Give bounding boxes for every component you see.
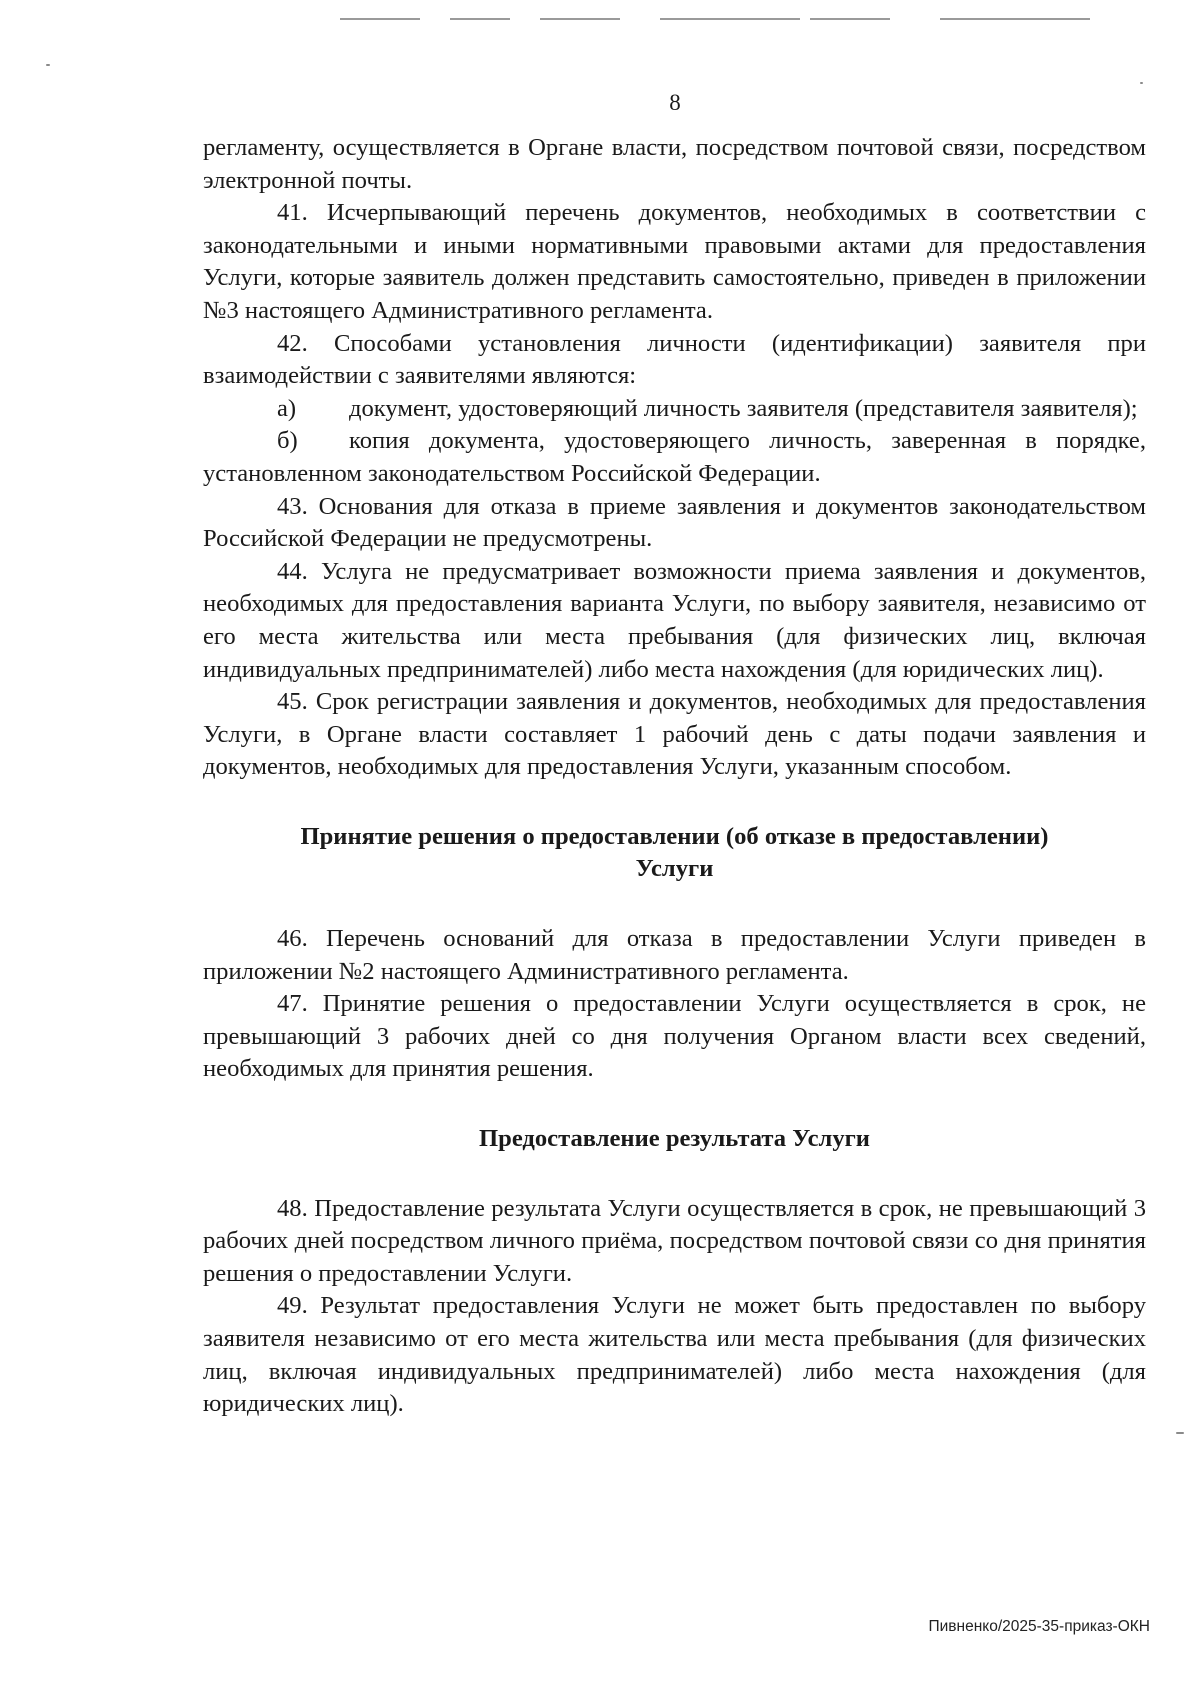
- scan-speck: [1176, 1432, 1184, 1434]
- scan-speck: [46, 64, 50, 66]
- item-b-text: копия документа, удостоверяющего личность, заверенная в порядке, установленном законодательством Российской Федерации.: [203, 427, 1146, 487]
- item-b-letter: б): [277, 427, 298, 455]
- paragraph-49: 49. Результат предоставления Услуги не может быть предоставлен по выбору заявителя независимо от его места жительства или места пребывания (для физических лиц, включая индивидуальных предпринимателей) либо места нахождения (для юридических лиц).: [203, 1292, 1146, 1418]
- paragraph-47: 47. Принятие решения о предоставлении Услуги осуществляется в срок, не превышающий 3 рабочих дней со дня получения Органом власти всех сведений, необходимых для принятия решения.: [203, 990, 1146, 1083]
- paragraph-45: 45. Срок регистрации заявления и документов, необходимых для предоставления Услуги, в Органе власти составляет 1 рабочий день с даты подачи заявления и документов, необходимых для предоставления Услуги, указанным способом.: [203, 688, 1146, 781]
- section-heading-decision-line1: Принятие решения о предоставлении (об отказе в предоставлении): [300, 822, 1049, 850]
- paragraph-40-continuation: регламенту, осуществляется в Органе власти, посредством почтовой связи, посредством электронной почты.: [203, 134, 1146, 194]
- paragraph-48: 48. Предоставление результата Услуги осуществляется в срок, не превышающий 3 рабочих дней посредством личного приёма, посредством почтовой связи со дня принятия решения о предоставлении Услуги.: [203, 1194, 1146, 1287]
- document-body: [203, 132, 1146, 1421]
- paragraph-43: 43. Основания для отказа в приеме заявления и документов законодательством Российской Федерации не предусмотрены.: [203, 492, 1146, 553]
- paragraph-44: 44. Услуга не предусматривает возможности приема заявления и документов, необходимых для предоставления варианта Услуги, по выбору заявителя, независимо от его места жительства или места пребывания (для физических лиц, включая индивидуальных предпринимателей) либо места нахождения (для юридических лиц).: [203, 557, 1146, 683]
- paragraph-42: 42. Способами установления личности (идентификации) заявителя при взаимодействии с заявителями являются:: [203, 329, 1146, 390]
- item-a-text: документ, удостоверяющий личность заявителя (представителя заявителя);: [349, 394, 1138, 422]
- document-footer-code: Пивненко/2025-35-приказ-ОКН: [928, 1618, 1150, 1635]
- item-a-letter: а): [277, 394, 297, 422]
- scan-artifact-lines: [340, 18, 1180, 22]
- paragraph-41: 41. Исчерпывающий перечень документов, необходимых в соответствии с законодательными и иными нормативными правовыми актами для предоставления Услуги, которые заявитель должен представить самостоятельно, приведен в приложении №3 настоящего Административного регламента.: [203, 199, 1146, 324]
- paragraph-42-item-a: [203, 393, 1146, 426]
- paragraph-42-item-b: [203, 425, 1146, 490]
- paragraph-46: 46. Перечень оснований для отказа в предоставлении Услуги приведен в приложении №2 настоящего Административного регламента.: [203, 925, 1146, 985]
- section-heading-decision: [203, 821, 1146, 886]
- section-heading-decision-line2: Услуги: [635, 855, 714, 883]
- scan-speck: [1140, 82, 1143, 84]
- section-heading-result: Предоставление результата Услуги: [479, 1125, 870, 1153]
- page-number: 8: [669, 90, 681, 115]
